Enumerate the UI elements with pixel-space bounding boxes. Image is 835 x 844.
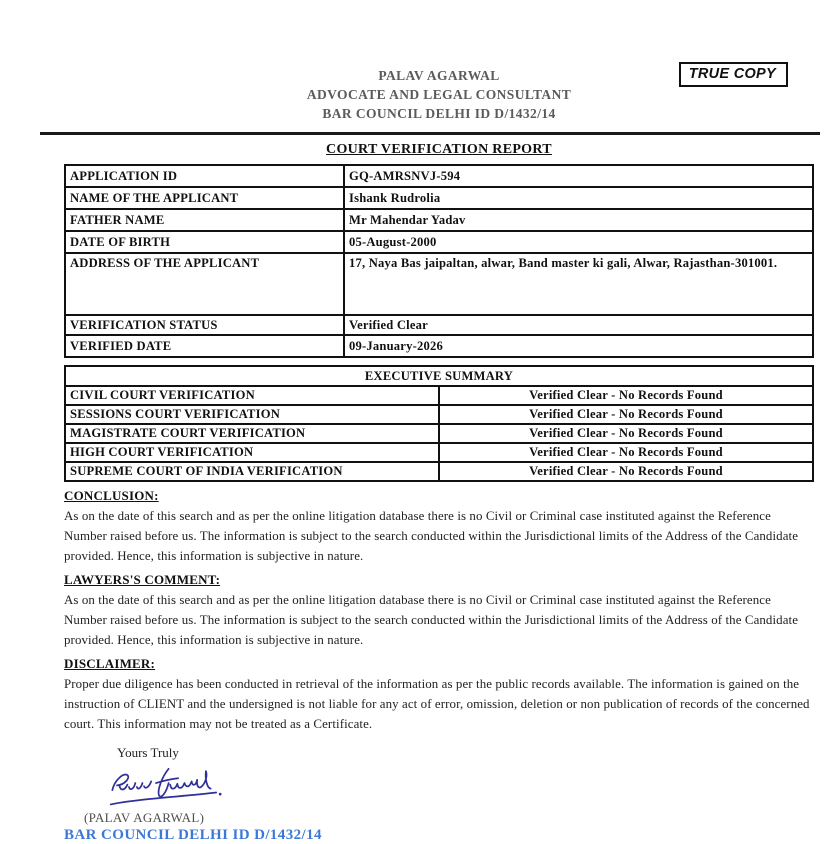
table-row: [65, 231, 813, 253]
lawyers-comment-section: [64, 572, 814, 650]
detail-value: Verified Clear: [344, 315, 813, 335]
summary-label: MAGISTRATE COURT VERIFICATION: [65, 424, 439, 443]
summary-label: SESSIONS COURT VERIFICATION: [65, 405, 439, 424]
detail-label: VERIFICATION STATUS: [65, 315, 344, 335]
conclusion-text: As on the date of this search and as per the online litigation database there is no Civil or Criminal case instituted against the Reference Number raised before us. The information is subject to the search conducted within the Jurisdictional limits of the Address of the Candidate provided. Hence, this information is subjective in nature.: [64, 509, 799, 563]
true-copy-stamp: TRUE COPY: [679, 62, 788, 87]
table-row: [65, 366, 813, 386]
table-row: [65, 315, 813, 335]
summary-value: Verified Clear - No Records Found: [439, 405, 813, 424]
detail-label: FATHER NAME: [65, 209, 344, 231]
table-row: [65, 187, 813, 209]
summary-value: Verified Clear - No Records Found: [439, 462, 813, 481]
detail-value: Ishank Rudrolia: [344, 187, 813, 209]
detail-label: NAME OF THE APPLICANT: [65, 187, 344, 209]
detail-value: Mr Mahendar Yadav: [344, 209, 813, 231]
lawyers-comment-heading: LAWYERS'S COMMENT:: [64, 572, 221, 587]
conclusion-heading: CONCLUSION:: [64, 488, 159, 503]
table-row: [65, 424, 813, 443]
summary-value: Verified Clear - No Records Found: [439, 424, 813, 443]
header-divider: [40, 132, 820, 135]
table-row: [65, 209, 813, 231]
lawyers-comment-text: As on the date of this search and as per the online litigation database there is no Civil or Criminal case instituted against the Reference Number raised before us. The information is subject to the search conducted within the Jurisdictional limits of the Address of the Candidate provided. Hence, this information is subjective in nature.: [64, 593, 799, 647]
conclusion-section: [64, 488, 814, 566]
table-row: [65, 165, 813, 187]
advocate-title: ADVOCATE AND LEGAL CONSULTANT: [306, 87, 572, 102]
signature-bar-council-id: BAR COUNCIL DELHI ID D/1432/14: [64, 827, 322, 843]
advocate-name: PALAV AGARWAL: [378, 68, 500, 83]
executive-summary-table: [64, 365, 814, 482]
table-row: [65, 253, 813, 315]
detail-label: APPLICATION ID: [65, 165, 344, 187]
disclaimer-section: [64, 656, 814, 734]
detail-value: GQ-AMRSNVJ-594: [344, 165, 813, 187]
detail-value: 17, Naya Bas jaipaltan, alwar, Band master ki gali, Alwar, Rajasthan-301001.: [344, 253, 813, 315]
disclaimer-text: Proper due diligence has been conducted in retrieval of the information as per the public records available. The information is gained on the instruction of CLIENT and the undersigned is not liable for any act of error, omission, deletion or non publication of records of the concerned court. This information may not be treated as a Certificate.: [64, 677, 810, 731]
summary-value: Verified Clear - No Records Found: [439, 386, 813, 405]
summary-label: SUPREME COURT OF INDIA VERIFICATION: [65, 462, 439, 481]
detail-value: 05-August-2000: [344, 231, 813, 253]
table-row: [65, 462, 813, 481]
detail-label: DATE OF BIRTH: [65, 231, 344, 253]
table-row: [65, 386, 813, 405]
disclaimer-heading: DISCLAIMER:: [64, 656, 156, 671]
applicant-details-table: [64, 164, 814, 358]
detail-label: VERIFIED DATE: [65, 335, 344, 357]
closing-text: Yours Truly: [117, 745, 179, 760]
table-row: [65, 405, 813, 424]
table-row: [65, 335, 813, 357]
signature-image: [92, 764, 250, 810]
detail-label: ADDRESS OF THE APPLICANT: [65, 253, 344, 315]
summary-value: Verified Clear - No Records Found: [439, 443, 813, 462]
table-row: [65, 443, 813, 462]
bar-council-id: BAR COUNCIL DELHI ID D/1432/14: [322, 106, 556, 121]
report-title: COURT VERIFICATION REPORT: [326, 142, 552, 157]
executive-summary-title: EXECUTIVE SUMMARY: [65, 366, 813, 386]
summary-label: CIVIL COURT VERIFICATION: [65, 386, 439, 405]
signatory-name: (PALAV AGARWAL): [84, 810, 205, 825]
summary-label: HIGH COURT VERIFICATION: [65, 443, 439, 462]
detail-value: 09-January-2026: [344, 335, 813, 357]
